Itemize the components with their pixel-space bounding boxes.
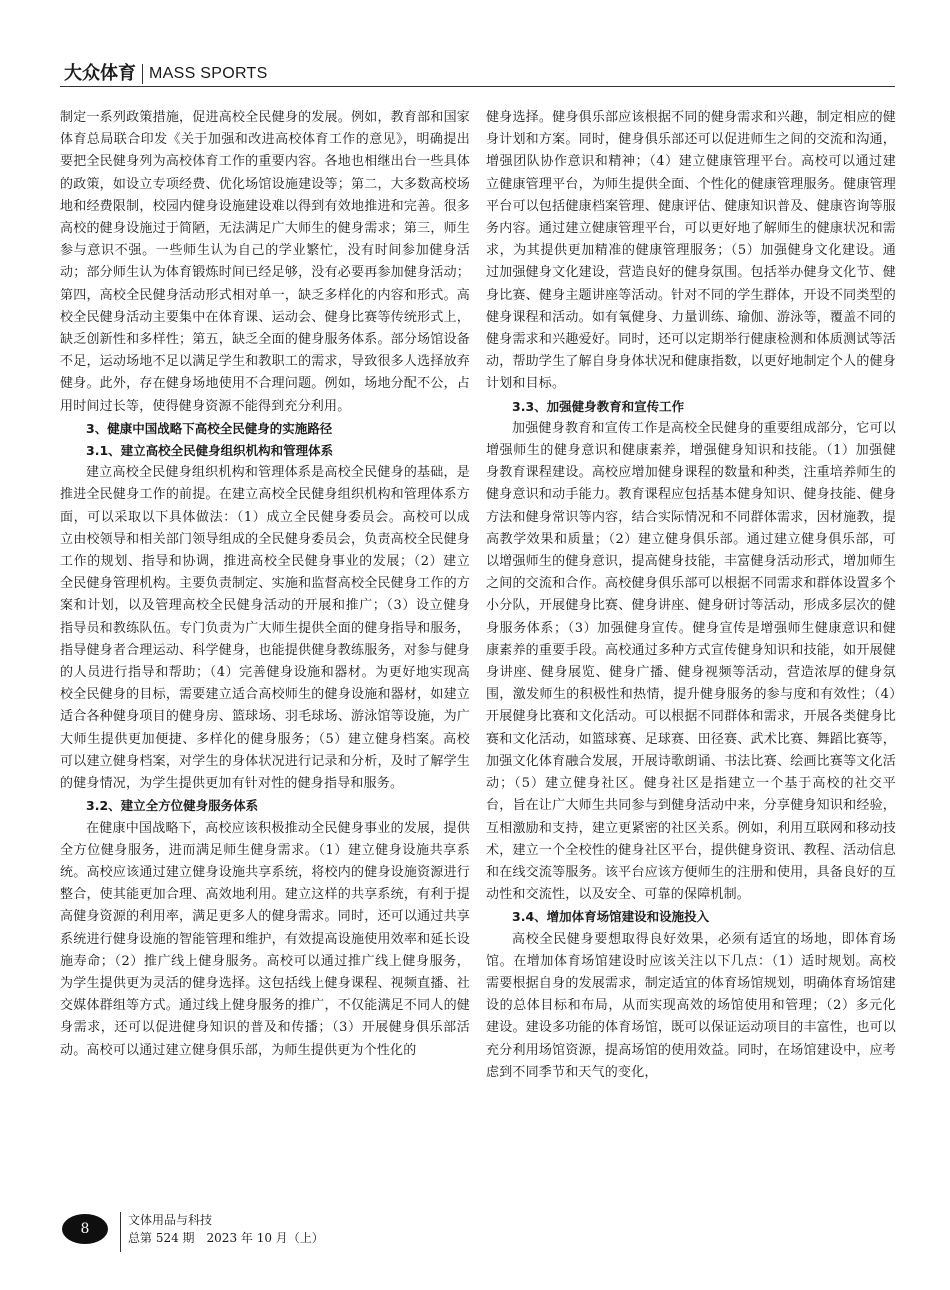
masthead-divider [142, 64, 143, 84]
section-heading: 3.3、加强健身教育和宣传工作 [512, 398, 685, 414]
section-heading: 3.1、建立高校全民健身组织机构和管理体系 [86, 443, 334, 459]
section-heading: 3.2、建立全方位健身服务体系 [86, 798, 259, 814]
header-rule [60, 86, 895, 87]
magazine-name-en: MASS SPORTS [149, 65, 268, 82]
footer-divider [120, 1212, 121, 1252]
body-paragraph: 高校全民健身要想取得良好效果，必须有适宜的场地，即体育场馆。在增加体育场馆建设时应该关注以下几点：（1）适时规划。高校需要根据自身的发展需求，制定适宜的体育场馆规划，明确体育场馆建设的总体目标和布局，从而实现高效的场馆使用和管理；（2）多元化建设。建设多功能的体育场馆，既可以保证运动项目的丰富性，也可以充分利用场馆资源，提高场馆的使用效益。同时，在场馆建设中，应考虑到不同季节和天气的变化， [486, 931, 896, 1080]
left-column [60, 107, 470, 1062]
issue-info: 总第 524 期 2023 年 10 月（上） [128, 1231, 324, 1245]
masthead [64, 55, 268, 85]
body-paragraph: 在健康中国战略下，高校应该积极推动全民健身事业的发展，提供全方位健身服务，进而满足师生健身需求。（1）建立健身设施共享系统。高校应该通过建立健身设施共享系统，将校内的健身设施资源进行整合，使其能更加合理、高效地利用。建立这样的共享系统，有利于提高健身资源的利用率，满足更多人的健身需求。同时，还可以通过共享系统进行健身设施的智能管理和维护，有效提高设施使用效率和延长设施寿命；（2）推广线上健身服务。高校可以通过推广线上健身服务，为学生提供更为灵活的健身选择。这包括线上健身课程、视频直播、社交媒体群组等方式。通过线上健身服务的推广，不仅能满足不同人的健身需求，还可以促进健身知识的普及和传播；（3）开展健身俱乐部活动。高校可以通过建立健身俱乐部，为师生提供更为个性化的 [60, 820, 470, 1058]
body-paragraph: 制定一系列政策措施，促进高校全民健身的发展。例如，教育部和国家体育总局联合印发《关于加强和改进高校体育工作的意见》，明确提出要把全民健身列为高校体育工作的重要内容。各地也相继出台一些具体的政策，如设立专项经费、优化场馆设施建设等；第二，大多数高校场地和经费限制，校园内健身设施建设难以得到有效地推进和完善。很多高校的健身设施过于简陋，无法满足广大师生的健身需求；第三，师生参与意识不强。一些师生认为自己的学业繁忙，没有时间参加健身活动；部分师生认为体育锻炼时间已经足够，没有必要再参加健身活动；第四，高校全民健身活动形式相对单一，缺乏多样化的内容和形式。高校全民健身活动主要集中在体育课、运动会、健身比赛等传统形式上，缺乏创新性和多样性；第五，缺乏全面的健身服务体系。部分场馆设备不足，运动场地不足以满足学生和教职工的需求，导致很多人选择放弃健身。此外，存在健身场地使用不合理问题。例如，场地分配不公，占用时间过长等，使得健身资源不能得到充分利用。 [60, 110, 470, 414]
body-paragraph: 健身选择。健身俱乐部应该根据不同的健身需求和兴趣，制定相应的健身计划和方案。同时，健身俱乐部还可以促进师生之间的交流和沟通，增强团队协作意识和精神；（4）建立健康管理平台。高校可以通过建立健康管理平台，为师生提供全面、个性化的健康管理服务。健康管理平台可以包括健康档案管理、健康评估、健康知识普及、健康咨询等服务内容。通过建立健康管理平台，可以更好地了解师生的健康状况和需求，为其提供更加精准的健康管理服务；（5）加强健身文化建设。通过加强健身文化建设，营造良好的健身氛围。包括举办健身文化节、健身比赛、健身主题讲座等活动。针对不同的学生群体，开设不同类型的健身课程和活动。如有氧健身、力量训练、瑜伽、游泳等，覆盖不同的健身需求和兴趣爱好。同时，还可以定期举行健康检测和体质测试等活动，帮助学生了解自身身体状况和健康指数，以更好地制定个人的健身计划和目标。 [486, 110, 896, 392]
section-heading: 3.4、增加体育场馆建设和设施投入 [512, 909, 710, 925]
page-number: 8 [62, 1214, 108, 1244]
journal-name: 文体用品与科技 [128, 1213, 213, 1227]
right-column [486, 107, 896, 1084]
magazine-name-cn: 大众体育 [64, 63, 136, 84]
section-heading: 3、健康中国战略下高校全民健身的实施路径 [86, 420, 333, 436]
body-paragraph: 加强健身教育和宣传工作是高校全民健身的重要组成部分，它可以增强师生的健身意识和健康素养，增强健身知识和技能。（1）加强健身教育课程建设。高校应增加健身课程的数量和种类，注重培养师生的健身意识和动手能力。教育课程应包括基本健身知识、健身技能、健身方法和健身常识等内容，结合实际情况和不同群体需求，因材施教，提高教学效果和质量；（2）建立健身俱乐部。通过建立健身俱乐部，可以增强师生的健身意识，提高健身技能，丰富健身活动形式，增加师生之间的交流和合作。高校健身俱乐部可以根据不同需求和群体设置多个小分队，开展健身比赛、健身讲座、健身研讨等活动，形成多层次的健身服务体系；（3）加强健身宣传。健身宣传是增强师生健康意识和健康素养的重要手段。高校通过多种方式宣传健身知识和技能，如开展健身讲座、健身展览、健身广播、健身视频等活动，营造浓厚的健身氛围，激发师生的积极性和热情，提升健身服务的参与度和有效性；（4）开展健身比赛和文化活动。可以根据不同群体和需求，开展各类健身比赛和文化活动，如篮球赛、足球赛、田径赛、武术比赛、舞蹈比赛等，加强文化体育融合发展，开展诗歌朗诵、书法比赛、绘画比赛等文化活动；（5）建立健身社区。健身社区是指建立一个基于高校的社交平台，旨在让广大师生共同参与到健身活动中来，分享健身知识和经验，互相激励和支持，建立更紧密的社区关系。例如，利用互联网和移动技术，建立一个全校性的健身社区平台，提供健身资讯、教程、活动信息和在线交流等服务。该平台应该方便师生的注册和使用，具备良好的互动性和交流性，以及安全、可靠的保障机制。 [486, 420, 896, 903]
body-paragraph: 建立高校全民健身组织机构和管理体系是高校全民健身的基础，是推进全民健身工作的前提。在建立高校全民健身组织机构和管理体系方面，可以采取以下具体做法：（1）成立全民健身委员会。高校可以成立由校领导和相关部门领导组成的全民健身委员会，负责高校全民健身工作的规划、指导和协调，推进高校全民健身事业的发展；（2）建立全民健身管理机构。主要负责制定、实施和监督高校全民健身工作的方案和计划，以及管理高校全民健身活动的开展和推广；（3）设立健身指导员和教练队伍。专门负责为广大师生提供全面的健身指导和服务，指导健身者合理运动、科学健身，也能提供健身教练服务，对参与健身的人员进行指导和帮助；（4）完善健身设施和器材。为更好地实现高校全民健身的目标，需要建立适合高校师生的健身设施和器材，如建立适合各种健身项目的健身房、篮球场、羽毛球场、游泳馆等设施，为广大师生提供更加便捷、多样化的健身服务；（5）建立健身档案。高校可以建立健身档案，对学生的身体状况进行记录和分析，及时了解学生的健身情况，为学生提供更加有针对性的健身指导和服务。 [60, 465, 470, 792]
